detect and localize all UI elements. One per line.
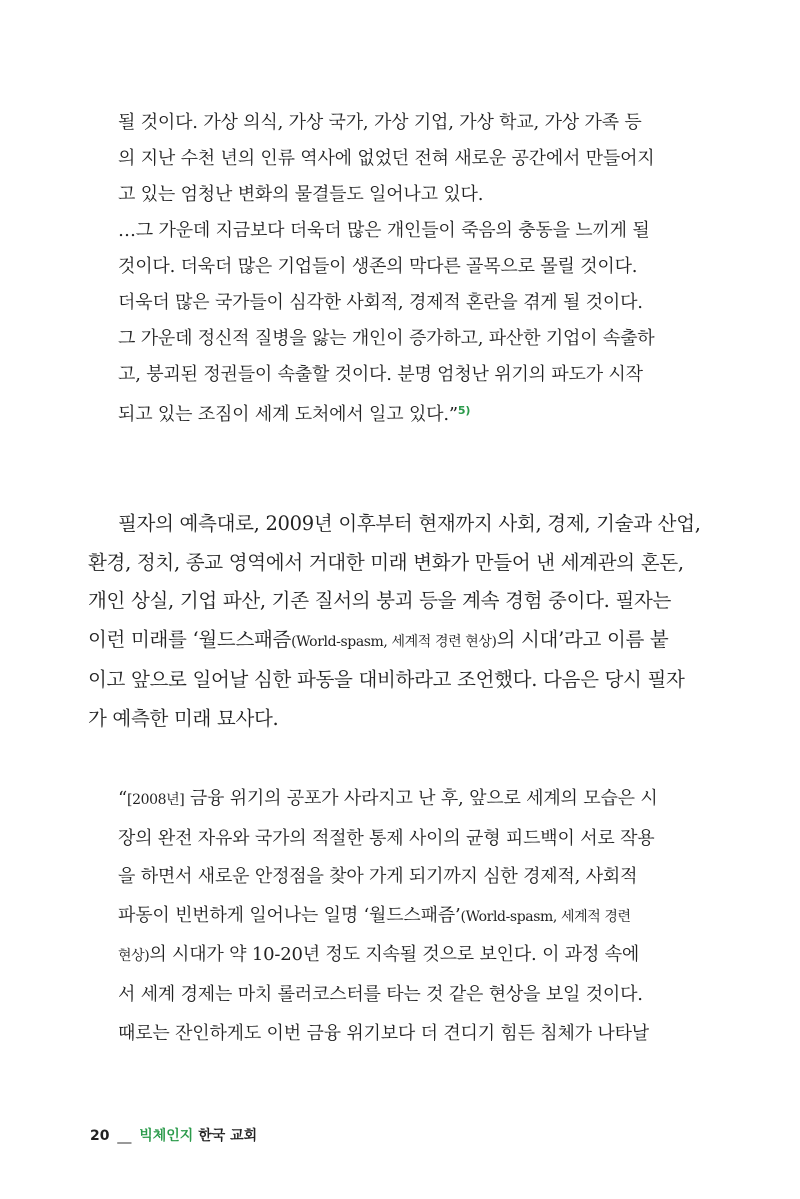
quote-last-text: 되고 있는 조짐이 세계 도처에서 일고 있다.”: [118, 404, 458, 425]
quote-line: …그 가운데 지금보다 더욱더 많은 개인들이 죽음의 충동을 느끼게 될: [118, 220, 650, 241]
quote-line: 때로는 잔인하게도 이번 금융 위기보다 더 견디기 힘든 침체가 나타날: [118, 1022, 649, 1044]
quote-line: 것이다. 더욱더 많은 기업들이 생존의 막다른 골목으로 몰릴 것이다.: [118, 256, 638, 277]
block-quote-bottom: [118, 780, 668, 1053]
quote-line: 더욱더 많은 국가들이 심각한 사회적, 경제적 혼란을 겪게 될 것이다.: [118, 292, 643, 313]
quote-text: 파동이 빈번하게 일어나는 일명 ‘월드스패즘’: [118, 904, 461, 926]
body-gloss: (World-spasm, 세계적 경련 현상): [291, 633, 497, 650]
book-subtitle: 한국 교회: [198, 1128, 258, 1144]
quote-line: 될 것이다. 가상 의식, 가상 국가, 가상 기업, 가상 학교, 가상 가족 등: [118, 112, 642, 133]
quote-year-tag: [2008년]: [127, 792, 185, 808]
quote-open-mark: “: [118, 788, 128, 809]
body-line: 환경, 정치, 종교 영역에서 거대한 미래 변화가 만들어 낸 세계관의 혼돈,: [88, 550, 684, 574]
body-line: [88, 621, 688, 662]
book-title: 빅체인지: [139, 1128, 194, 1144]
quote-line: [118, 897, 668, 937]
quote-text: 금융 위기의 공포가 사라지고 난 후, 앞으로 세계의 모습은 시: [184, 788, 658, 809]
body-paragraph: [88, 505, 701, 738]
page-number: 20: [90, 1128, 110, 1144]
quote-gloss: 현상): [118, 948, 150, 965]
body-text: 이런 미래를 ‘월드스패즘: [88, 627, 292, 651]
page-footer: [90, 1125, 257, 1145]
quote-line: 의 지난 수천 년의 인류 역사에 없었던 전혀 새로운 공간에서 만들어지: [118, 148, 655, 169]
body-line: 이고 앞으로 일어날 심한 파동을 대비하라고 조언했다. 다음은 당시 필자: [88, 668, 685, 691]
quote-gloss: (World-spasm, 세계적 경련: [460, 908, 631, 925]
footer-separator: __: [117, 1128, 132, 1144]
quote-line: 고 있는 엄청난 변화의 물결들도 일어나고 있다.: [118, 184, 484, 205]
body-line: 가 예측한 미래 묘사다.: [88, 706, 279, 730]
body-text: 의 시대’라고 이름 붙: [496, 627, 669, 651]
quote-line: [118, 936, 668, 976]
quote-line: 서 세계 경제는 마치 롤러코스터를 타는 것 같은 현상을 보일 것이다.: [118, 983, 643, 1005]
body-line: 필자의 예측대로, 2009년 이후부터 현재까지 사회, 경제, 기술과 산업,: [118, 512, 701, 535]
footnote-marker[interactable]: 5): [457, 404, 471, 417]
quote-line: [118, 393, 668, 433]
body-line: 개인 상실, 기업 파산, 기존 질서의 붕괴 등을 계속 경험 중이다. 필자는: [88, 589, 672, 612]
quote-line: 을 하면서 새로운 안정점을 찾아 가게 되기까지 심한 경제적, 사회적: [118, 866, 638, 888]
quote-line: 그 가운데 정신적 질병을 앓는 개인이 증가하고, 파산한 기업이 속출하: [118, 328, 655, 349]
quote-line: [118, 780, 668, 820]
block-quote-top: [118, 105, 668, 433]
quote-line: 장의 완전 자유와 국가의 적절한 통제 사이의 균형 피드백이 서로 작용: [118, 827, 655, 849]
quote-line: 고, 붕괴된 정권들이 속출할 것이다. 분명 엄청난 위기의 파도가 시작: [118, 364, 643, 385]
quote-text: 의 시대가 약 10-20년 정도 지속될 것으로 보인다. 이 과정 속에: [149, 944, 640, 966]
